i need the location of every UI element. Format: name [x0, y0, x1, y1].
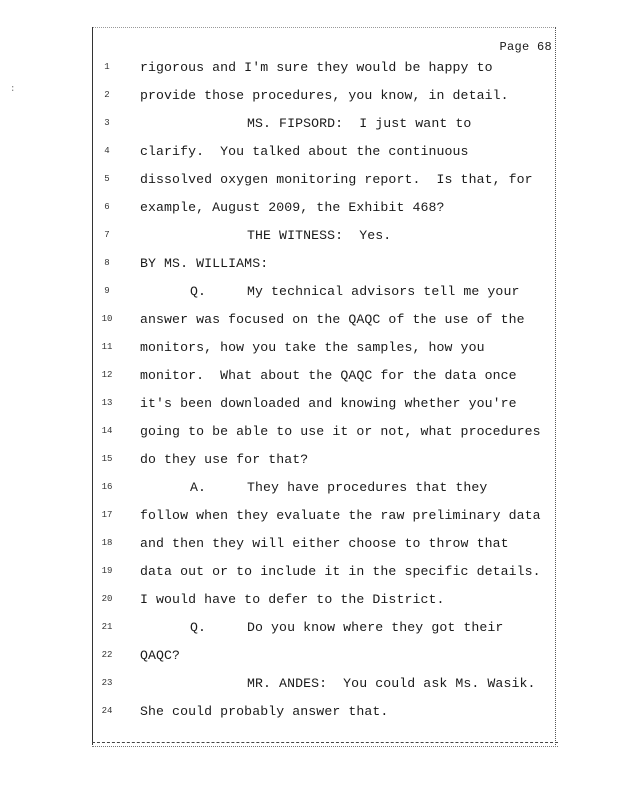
line-text: THE WITNESS: Yes.: [247, 228, 392, 243]
line-number: 20: [101, 594, 113, 604]
transcript-line: [92, 60, 558, 88]
line-number: 12: [101, 370, 113, 380]
line-number: 19: [101, 566, 113, 576]
transcript-line: [92, 396, 558, 424]
line-text: I would have to defer to the District.: [140, 592, 445, 607]
line-text: [190, 480, 487, 495]
transcript-line: [92, 200, 558, 228]
qa-text: Do you know where they got their: [247, 620, 504, 635]
transcript-line: [92, 284, 558, 312]
line-number: 5: [104, 174, 110, 184]
line-number: 1: [104, 62, 110, 72]
line-number: 8: [104, 258, 110, 268]
page-number: Page 68: [499, 40, 552, 54]
line-text: provide those procedures, you know, in detail.: [140, 88, 509, 103]
line-number: 17: [101, 510, 113, 520]
transcript-line: [92, 592, 558, 620]
line-number: 6: [104, 202, 110, 212]
line-text: She could probably answer that.: [140, 704, 389, 719]
transcript-line: [92, 480, 558, 508]
transcript-line: [92, 144, 558, 172]
line-number: 7: [104, 230, 110, 240]
line-number: 9: [104, 286, 110, 296]
line-number: 3: [104, 118, 110, 128]
qa-marker: Q.: [190, 284, 207, 299]
line-text: MS. FIPSORD: I just want to: [247, 116, 472, 131]
line-text: BY MS. WILLIAMS:: [140, 256, 269, 271]
transcript-line: [92, 564, 558, 592]
line-number: 21: [101, 622, 113, 632]
transcript-line: [92, 228, 558, 256]
line-text: and then they will either choose to throw that: [140, 536, 509, 551]
line-text: monitors, how you take the samples, how you: [140, 340, 485, 355]
line-number: 15: [101, 454, 113, 464]
line-text: rigorous and I'm sure they would be happy to: [140, 60, 493, 75]
line-text: it's been downloaded and knowing whether you're: [140, 396, 517, 411]
transcript-line: [92, 452, 558, 480]
transcript-line: [92, 648, 558, 676]
transcript-line: [92, 368, 558, 396]
line-number: 24: [101, 706, 113, 716]
line-number: 16: [101, 482, 113, 492]
transcript-line: [92, 676, 558, 704]
line-number: 22: [101, 650, 113, 660]
qa-text: My technical advisors tell me your: [247, 284, 520, 299]
line-text: monitor. What about the QAQC for the data once: [140, 368, 517, 383]
transcript-line: [92, 508, 558, 536]
transcript-line: [92, 536, 558, 564]
transcript-line: [92, 116, 558, 144]
line-number: 10: [101, 314, 113, 324]
transcript-line: [92, 424, 558, 452]
line-number: 4: [104, 146, 110, 156]
line-text: MR. ANDES: You could ask Ms. Wasik.: [247, 676, 536, 691]
margin-mark: :: [10, 84, 16, 94]
line-text: answer was focused on the QAQC of the use of the: [140, 312, 525, 327]
line-text: dissolved oxygen monitoring report. Is that, for: [140, 172, 533, 187]
line-text: going to be able to use it or not, what procedures: [140, 424, 541, 439]
line-text: do they use for that?: [140, 452, 309, 467]
transcript-line: [92, 172, 558, 200]
transcript-line: [92, 88, 558, 116]
line-number: 23: [101, 678, 113, 688]
transcript-line: [92, 340, 558, 368]
qa-marker: Q.: [190, 620, 207, 635]
qa-text: They have procedures that they: [247, 480, 488, 495]
transcript-line: [92, 620, 558, 648]
line-text: QAQC?: [140, 648, 181, 663]
transcript-line: [92, 256, 558, 284]
line-text: clarify. You talked about the continuous: [140, 144, 469, 159]
line-number: 2: [104, 90, 110, 100]
line-text: data out or to include it in the specific details.: [140, 564, 541, 579]
line-text: follow when they evaluate the raw preliminary data: [140, 508, 541, 523]
line-number: 18: [101, 538, 113, 548]
line-number: 13: [101, 398, 113, 408]
line-number: 14: [101, 426, 113, 436]
line-number: 11: [101, 342, 113, 352]
page-bottom-rule: [92, 742, 558, 747]
line-text: example, August 2009, the Exhibit 468?: [140, 200, 445, 215]
transcript-line: [92, 704, 558, 732]
line-text: [190, 284, 519, 299]
line-text: [190, 620, 503, 635]
transcript-line: [92, 312, 558, 340]
qa-marker: A.: [190, 480, 207, 495]
